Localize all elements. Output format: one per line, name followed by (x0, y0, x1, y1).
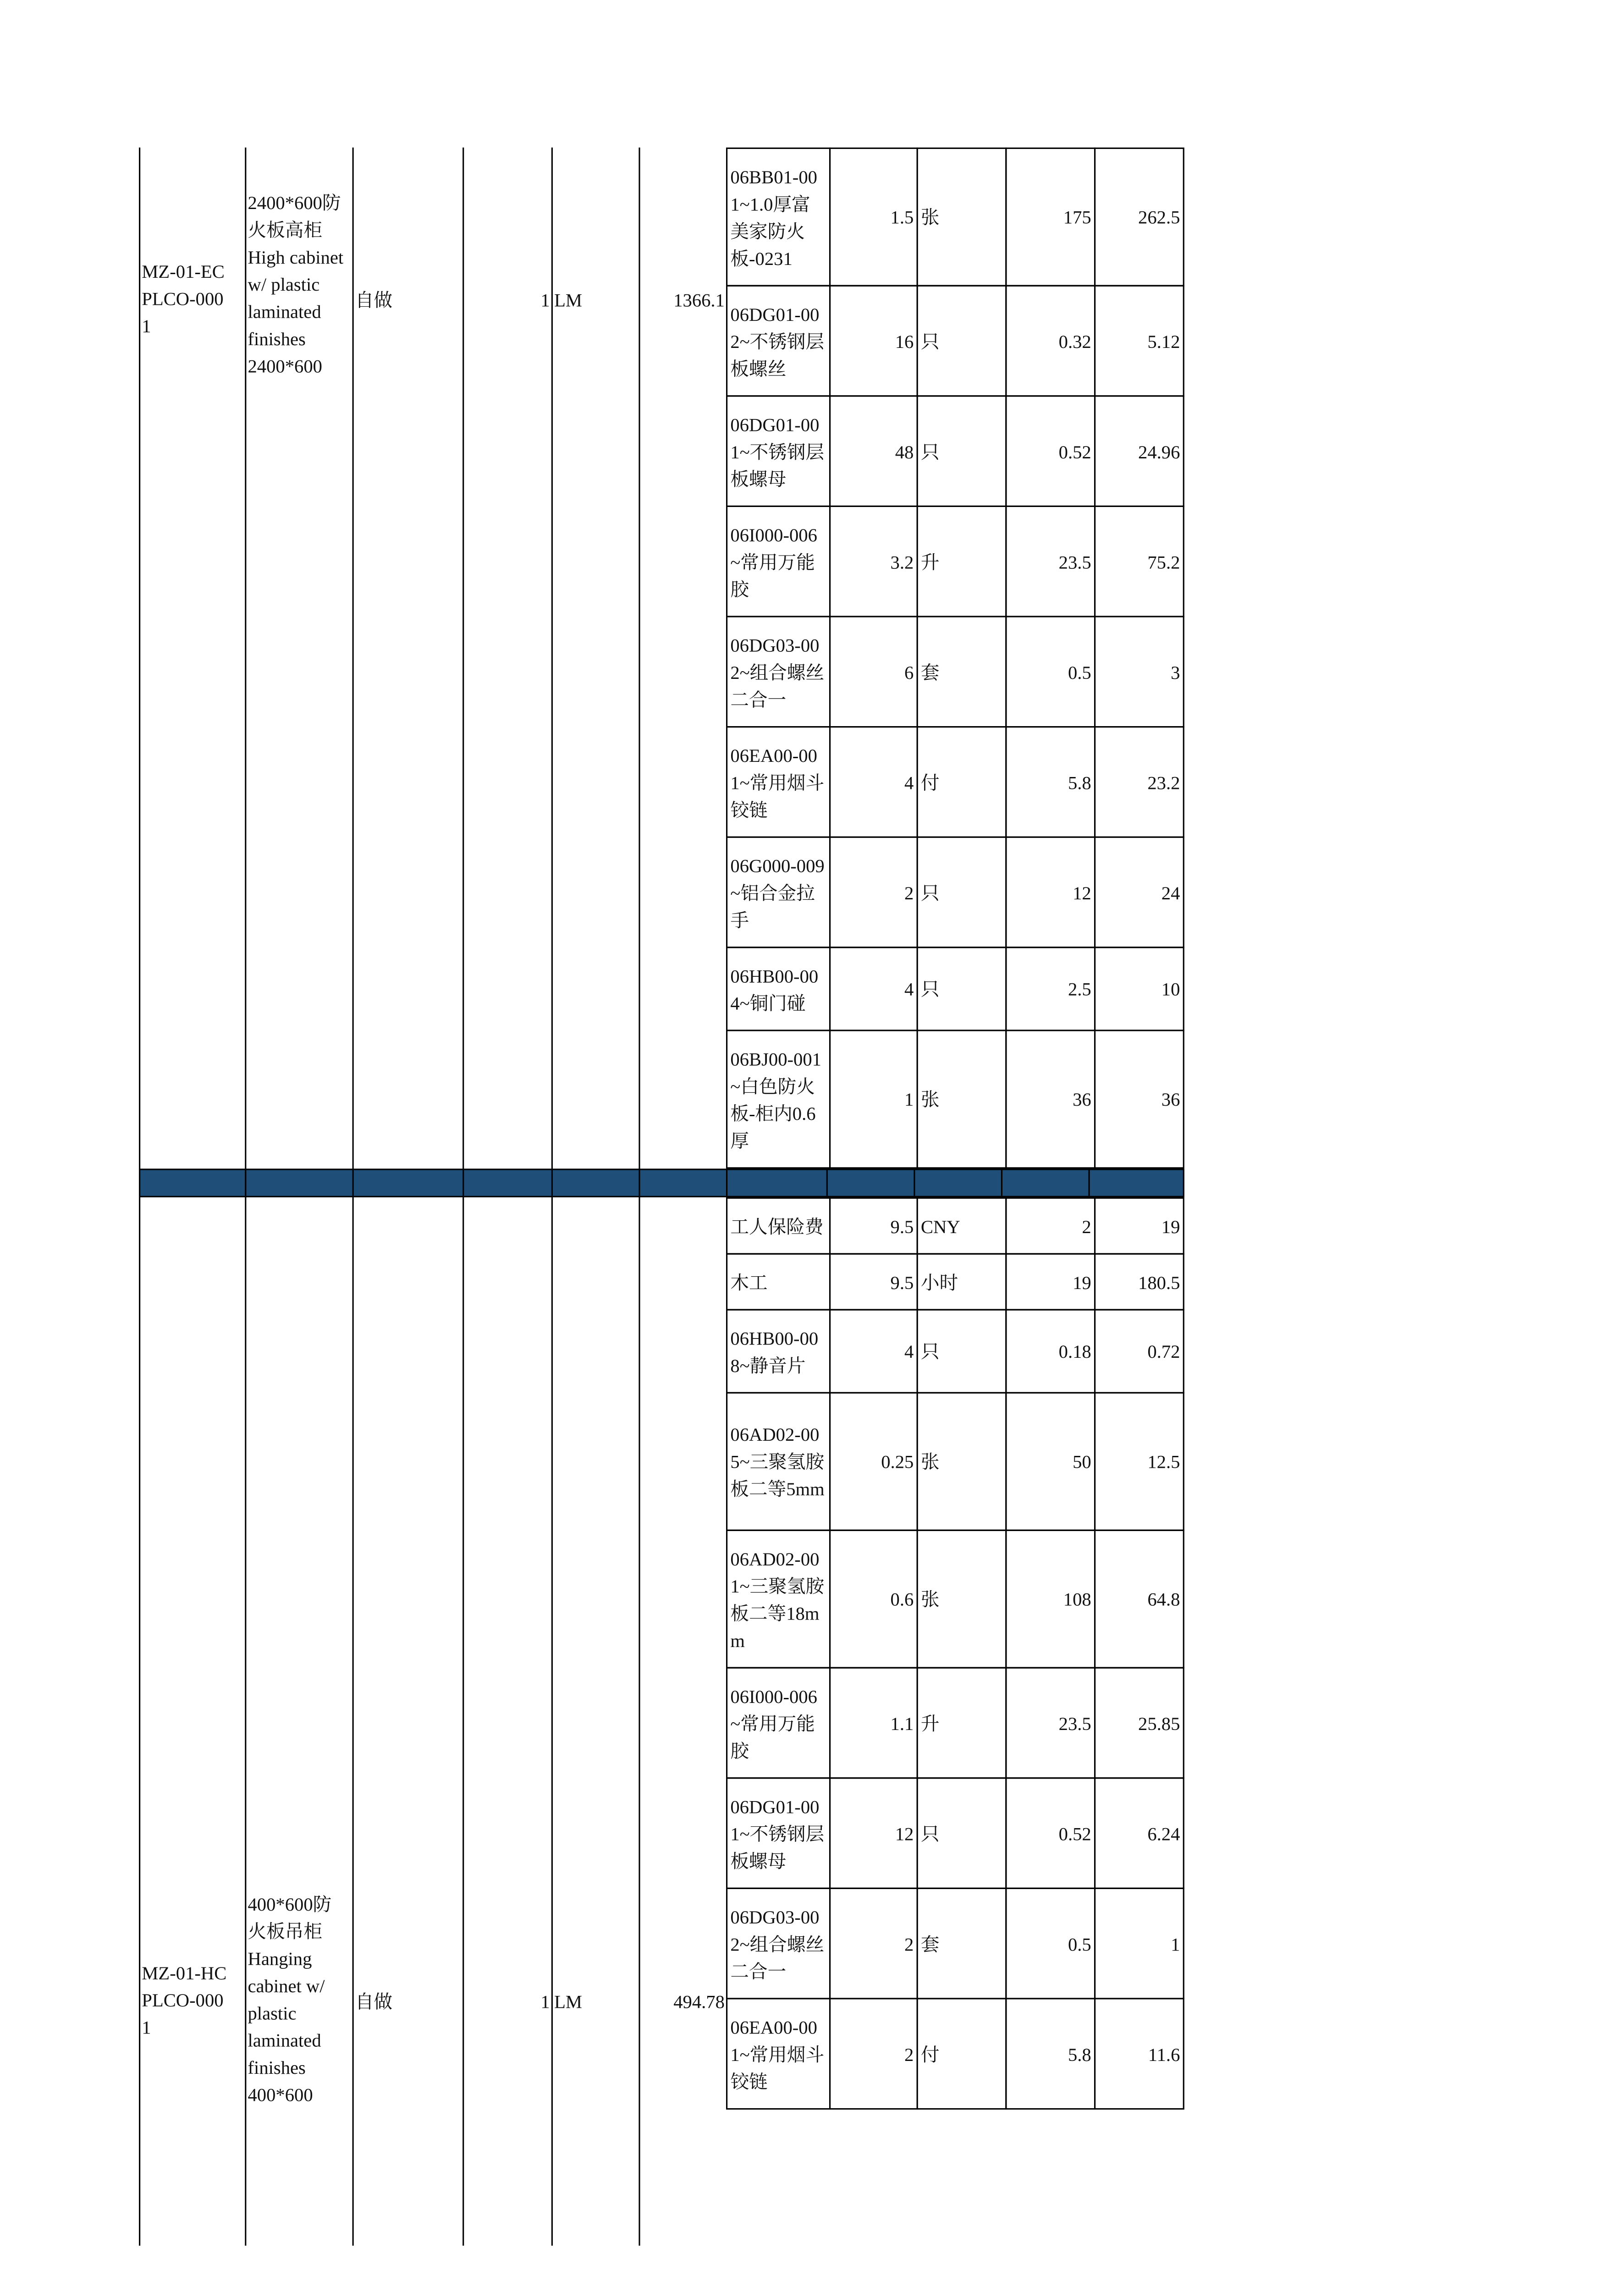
material-name: 06DG03-002~组合螺丝二合一 (730, 634, 825, 710)
material-price: 23.5 (1058, 551, 1091, 573)
material-amount-cell (1094, 837, 1184, 948)
material-price: 5.8 (1068, 2043, 1091, 2065)
material-price-cell (1005, 1998, 1096, 2110)
material-name-cell (726, 1030, 831, 1168)
material-name-cell (726, 1253, 831, 1311)
material-qty: 4 (904, 1340, 914, 1362)
material-amount-cell (1094, 1253, 1184, 1311)
material-name: 06DG01-001~不锈钢层板螺母 (730, 413, 825, 489)
material-amount: 10 (1161, 978, 1180, 1000)
item-1-total: 1366.1 (673, 289, 725, 311)
material-amount: 0.72 (1147, 1340, 1180, 1362)
material-qty: 2 (904, 2043, 914, 2065)
material-qty-cell (829, 395, 918, 507)
material-name-cell (726, 1998, 831, 2110)
material-name: 06EA00-001~常用烟斗铰链 (730, 2016, 825, 2092)
material-price: 175 (1063, 206, 1091, 228)
material-qty-cell (829, 616, 918, 727)
material-unit: 付 (920, 2043, 940, 2065)
material-amount-cell (1094, 1392, 1184, 1531)
item-2-description: 400*600防火板吊柜 Hanging cabinet w/ plastic laminated finishes 400*600 (248, 1893, 332, 2105)
material-amount: 1 (1171, 1933, 1180, 1955)
material-unit-cell (917, 395, 1007, 507)
material-qty-cell (829, 1888, 918, 2000)
material-unit-cell (917, 1888, 1007, 2000)
material-unit-cell (917, 1530, 1007, 1669)
material-amount: 6.24 (1147, 1822, 1180, 1844)
item-2-total: 494.78 (673, 1990, 725, 2012)
material-amount: 5.12 (1147, 330, 1180, 352)
item-2-unit: LM (554, 1990, 583, 2012)
material-unit-cell (917, 1030, 1007, 1168)
material-amount: 23.2 (1147, 771, 1180, 793)
material-unit: 张 (920, 1588, 940, 1610)
material-amount-cell (1094, 947, 1184, 1031)
material-name-cell (726, 1309, 831, 1394)
material-unit: 张 (920, 206, 940, 228)
item-1-qty: 1 (540, 289, 550, 311)
material-amount-cell (1094, 285, 1184, 397)
material-price-cell (1005, 1888, 1096, 2000)
material-qty-cell (829, 726, 918, 838)
material-name: 06I000-006~常用万能胶 (730, 1685, 817, 1761)
material-unit: 小时 (920, 1271, 958, 1293)
material-amount-cell (1094, 506, 1184, 617)
material-unit-cell (917, 1392, 1007, 1531)
material-amount-cell (1094, 1030, 1184, 1168)
material-price: 23.5 (1058, 1712, 1091, 1734)
material-amount-cell (1094, 1667, 1184, 1779)
material-name: 06BJ00-001~白色防火板-柜内0.6厚 (730, 1047, 821, 1151)
material-price: 108 (1063, 1588, 1091, 1610)
material-price-cell (1005, 947, 1096, 1031)
material-name: 06I000-006~常用万能胶 (730, 523, 817, 600)
material-unit-cell (917, 1777, 1007, 1889)
material-price: 0.18 (1058, 1340, 1091, 1362)
material-price-cell (1005, 148, 1096, 286)
material-qty: 12 (895, 1822, 914, 1844)
material-qty-cell (829, 1530, 918, 1669)
material-price: 19 (1073, 1271, 1091, 1293)
material-name: 06EA00-001~常用烟斗铰链 (730, 744, 825, 820)
material-qty: 6 (904, 661, 914, 683)
material-price: 12 (1073, 882, 1091, 903)
item-2-source: 自做 (355, 1990, 393, 2012)
material-qty: 9.5 (890, 1215, 914, 1237)
material-unit-cell (917, 947, 1007, 1031)
material-price-cell (1005, 1197, 1096, 1255)
material-price-cell (1005, 1530, 1096, 1669)
material-price-cell (1005, 285, 1096, 397)
material-qty: 1.5 (890, 206, 914, 228)
material-price: 0.5 (1068, 661, 1091, 683)
material-amount-cell (1094, 1530, 1184, 1669)
material-name-cell (726, 726, 831, 838)
material-amount-cell (1094, 1888, 1184, 2000)
material-unit-cell (917, 1998, 1007, 2110)
material-price: 5.8 (1068, 771, 1091, 793)
material-amount-cell (1094, 616, 1184, 727)
material-name: 工人保险费 (730, 1215, 824, 1237)
separator-band (139, 1168, 1184, 1197)
material-unit-cell (917, 506, 1007, 617)
material-unit-cell (917, 726, 1007, 838)
material-qty-cell (829, 1030, 918, 1168)
material-unit-cell (917, 616, 1007, 727)
material-price-cell (1005, 1777, 1096, 1889)
material-price: 0.32 (1058, 330, 1091, 352)
material-qty: 16 (895, 330, 914, 352)
material-qty-cell (829, 285, 918, 397)
material-qty: 48 (895, 440, 914, 462)
material-price-cell (1005, 837, 1096, 948)
material-price: 2.5 (1068, 978, 1091, 1000)
material-name-cell (726, 1392, 831, 1531)
material-price: 0.5 (1068, 1933, 1091, 1955)
material-amount-cell (1094, 726, 1184, 838)
material-unit-cell (917, 1667, 1007, 1779)
material-name: 06DG01-001~不锈钢层板螺母 (730, 1795, 825, 1871)
material-unit: 只 (920, 330, 940, 352)
material-unit: 只 (920, 440, 940, 462)
material-amount: 24.96 (1138, 440, 1180, 462)
material-unit: 张 (920, 1088, 940, 1110)
material-qty: 1.1 (890, 1712, 914, 1734)
material-name: 06BB01-001~1.0厚富美家防火板-0231 (730, 165, 817, 269)
material-name-cell (726, 616, 831, 727)
material-unit: 只 (920, 1822, 940, 1844)
material-price: 50 (1073, 1450, 1091, 1472)
material-price-cell (1005, 1667, 1096, 1779)
material-name-cell (726, 395, 831, 507)
material-name: 06DG01-002~不锈钢层板螺丝 (730, 303, 825, 379)
item-1-source: 自做 (355, 289, 393, 311)
material-amount-cell (1094, 395, 1184, 507)
material-qty: 9.5 (890, 1271, 914, 1293)
material-amount: 11.6 (1148, 2043, 1180, 2065)
material-name: 06DG03-002~组合螺丝二合一 (730, 1905, 825, 1982)
material-amount-cell (1094, 1998, 1184, 2110)
material-qty-cell (829, 1998, 918, 2110)
material-price: 2 (1082, 1215, 1091, 1237)
material-unit-cell (917, 285, 1007, 397)
material-price-cell (1005, 1030, 1096, 1168)
material-qty-cell (829, 506, 918, 617)
material-name-cell (726, 1197, 831, 1255)
material-price-cell (1005, 1253, 1096, 1311)
material-amount: 75.2 (1147, 551, 1180, 573)
material-qty: 4 (904, 978, 914, 1000)
material-name: 06HB00-004~铜门碰 (730, 964, 819, 1014)
material-qty-cell (829, 1309, 918, 1394)
material-unit: 只 (920, 978, 940, 1000)
material-name-cell (726, 947, 831, 1031)
material-price: 0.52 (1058, 440, 1091, 462)
material-name: 木工 (730, 1271, 768, 1293)
material-qty-cell (829, 837, 918, 948)
material-qty: 4 (904, 771, 914, 793)
material-unit-cell (917, 1197, 1007, 1255)
material-unit: 张 (920, 1450, 940, 1472)
material-price-cell (1005, 1392, 1096, 1531)
material-amount: 19 (1161, 1215, 1180, 1237)
material-amount: 24 (1161, 882, 1180, 903)
material-qty: 0.25 (881, 1450, 914, 1472)
material-unit: 套 (920, 661, 940, 683)
material-qty: 1 (904, 1088, 914, 1110)
material-unit: 套 (920, 1933, 940, 1955)
material-name: 06G000-009~铝合金拉手 (730, 854, 825, 931)
material-price-cell (1005, 616, 1096, 727)
material-price-cell (1005, 726, 1096, 838)
material-unit-cell (917, 1253, 1007, 1311)
material-qty-cell (829, 1392, 918, 1531)
material-unit: 升 (920, 1712, 940, 1734)
material-unit: 只 (920, 882, 940, 903)
material-amount: 3 (1171, 661, 1180, 683)
material-name-cell (726, 837, 831, 948)
material-name-cell (726, 1777, 831, 1889)
item-1-code: MZ-01-ECPLCO-0001 (142, 260, 225, 337)
material-unit: CNY (920, 1215, 960, 1237)
material-name-cell (726, 1667, 831, 1779)
material-qty: 3.2 (890, 551, 914, 573)
material-name: 06AD02-005~三聚氢胺板二等5mm (730, 1423, 825, 1500)
material-price-cell (1005, 1309, 1096, 1394)
material-qty-cell (829, 1253, 918, 1311)
material-unit: 只 (920, 1340, 940, 1362)
material-amount: 25.85 (1138, 1712, 1180, 1734)
item-1-description: 2400*600防火板高柜 High cabinet w/ plastic laminated finishes 2400*600 (248, 192, 344, 377)
material-amount-cell (1094, 148, 1184, 286)
material-unit: 升 (920, 551, 940, 573)
material-name-cell (726, 148, 831, 286)
material-amount: 12.5 (1147, 1450, 1180, 1472)
material-price-cell (1005, 395, 1096, 507)
material-price-cell (1005, 506, 1096, 617)
item-1-unit: LM (554, 289, 583, 311)
material-qty-cell (829, 1197, 918, 1255)
material-qty-cell (829, 1667, 918, 1779)
material-amount-cell (1094, 1197, 1184, 1255)
material-name: 06HB00-008~静音片 (730, 1327, 819, 1376)
material-qty-cell (829, 148, 918, 286)
material-amount-cell (1094, 1309, 1184, 1394)
material-name: 06AD02-001~三聚氢胺板二等18mm (730, 1547, 825, 1651)
material-amount: 36 (1161, 1088, 1180, 1110)
material-price: 0.52 (1058, 1822, 1091, 1844)
material-name-cell (726, 506, 831, 617)
material-name-cell (726, 1530, 831, 1669)
material-unit-cell (917, 148, 1007, 286)
material-amount: 180.5 (1138, 1271, 1180, 1293)
material-qty: 2 (904, 882, 914, 903)
material-qty-cell (829, 947, 918, 1031)
material-qty: 0.6 (890, 1588, 914, 1610)
material-unit: 付 (920, 771, 940, 793)
material-unit-cell (917, 1309, 1007, 1394)
material-amount: 64.8 (1147, 1588, 1180, 1610)
material-unit-cell (917, 837, 1007, 948)
item-2-code: MZ-01-HCPLCO-0001 (142, 1962, 227, 2038)
material-qty: 2 (904, 1933, 914, 1955)
material-amount-cell (1094, 1777, 1184, 1889)
material-name-cell (726, 285, 831, 397)
item-2-qty: 1 (540, 1990, 550, 2012)
material-amount: 262.5 (1138, 206, 1180, 228)
material-qty-cell (829, 1777, 918, 1889)
material-name-cell (726, 1888, 831, 2000)
material-price: 36 (1073, 1088, 1091, 1110)
